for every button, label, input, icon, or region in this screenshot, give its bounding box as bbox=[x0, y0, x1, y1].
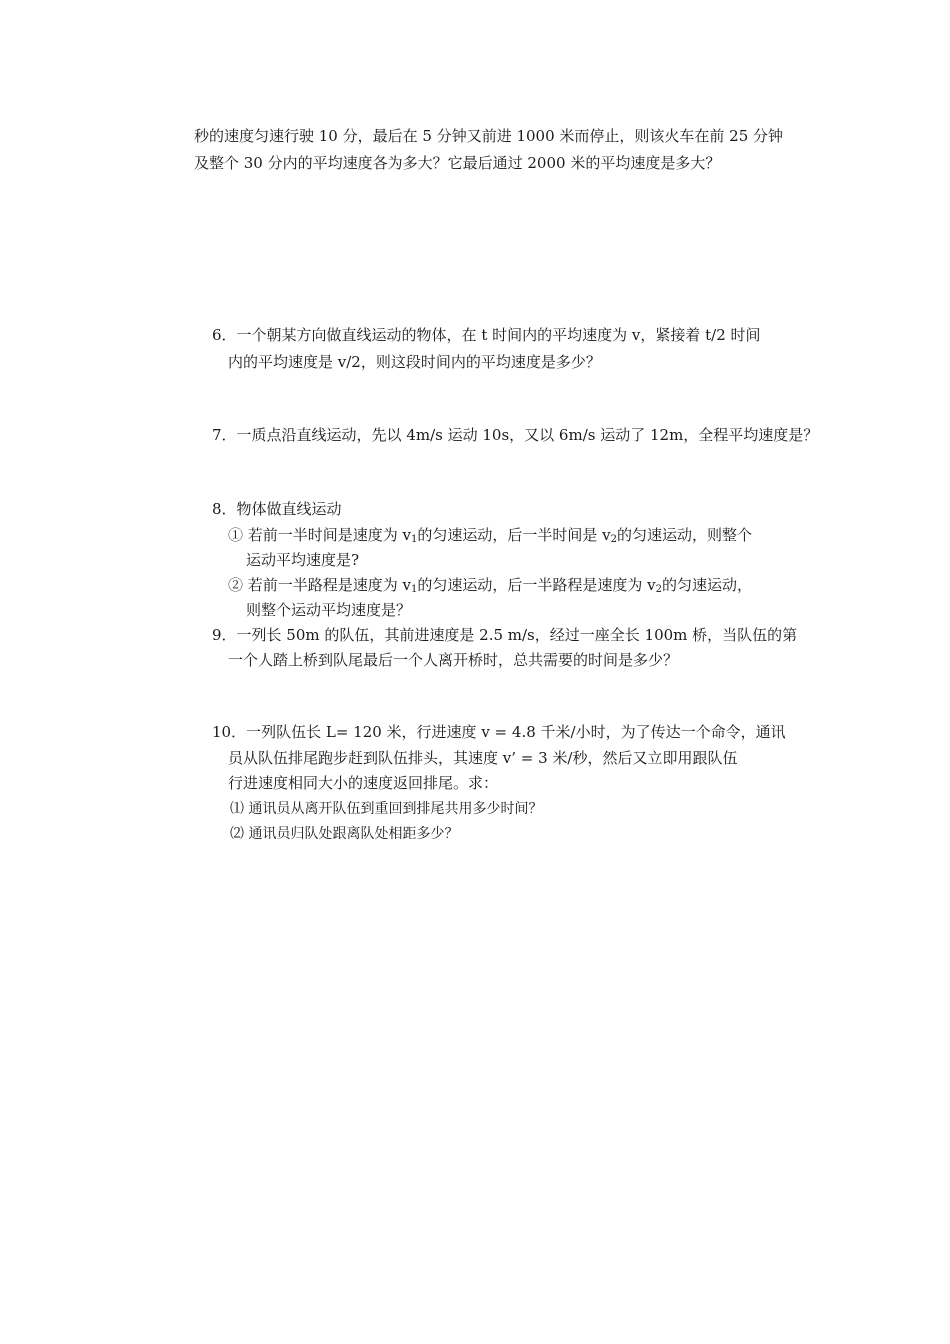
q10-subquestion-1: ⑴ 通讯员从离开队伍到重回到排尾共用多少时间？ bbox=[230, 801, 543, 817]
q9-line-2: 一个人踏上桥到队尾最后一个人离开桥时，总共需要的时间是多少？ bbox=[228, 651, 679, 669]
q9-line-1: 9．一列长 50m 的队伍，其前进速度是 2.5 m/s，经过一座全长 100m 桥，当队伍的第 bbox=[212, 626, 798, 644]
q6-line-1: 6．一个朝某方向做直线运动的物体，在 t 时间内的平均速度为 v，紧接着 t/2 时间 bbox=[212, 326, 761, 344]
q8-part-a-line-1: ① 若前一半时间是速度为 $v_1$的匀速运动，后一半时间是 $v_2$的匀速运动，则整个 bbox=[228, 526, 753, 545]
q8-title: 8．物体做直线运动 bbox=[212, 500, 342, 518]
q7-line-1: 7．一质点沿直线运动，先以 4m/s 运动 10s，又以 6m/s 运动了 12m，全程平均速度是？ bbox=[212, 426, 819, 444]
q8-part-b-line-1: ② 若前一半路程是速度为 $v_1$的匀速运动，后一半路程是速度为 $v_2$的匀速运动， bbox=[228, 576, 753, 595]
q6-line-2: 内的平均速度是 v/2，则这段时间内的平均速度是多少？ bbox=[228, 353, 601, 371]
q8-part-a-line-2: 运动平均速度是? bbox=[246, 551, 360, 569]
q10-line-3: 行进速度相同大小的速度返回排尾。求： bbox=[228, 774, 499, 792]
q5-line-2: 及整个 30 分内的平均速度各为多大？它最后通过 2000 米的平均速度是多大？ bbox=[194, 154, 721, 172]
q10-subquestion-2: ⑵ 通讯员归队处跟离队处相距多少？ bbox=[230, 826, 459, 842]
q10-line-1: 10．一列队伍长 L= 120 米，行进速度 v = 4.8 千米/小时，为了传达一个命令，通讯 bbox=[212, 723, 786, 741]
q5-line-1: 秒的速度匀速行驶 10 分，最后在 5 分钟又前进 1000 米而停止，则该火车在前 25 分钟 bbox=[194, 127, 784, 145]
q10-line-2: 员从队伍排尾跑步赶到队伍排头，其速度 v’ = 3 米/秒，然后又立即用跟队伍 bbox=[228, 749, 738, 767]
q8-part-b-line-2: 则整个运动平均速度是？ bbox=[246, 601, 412, 619]
